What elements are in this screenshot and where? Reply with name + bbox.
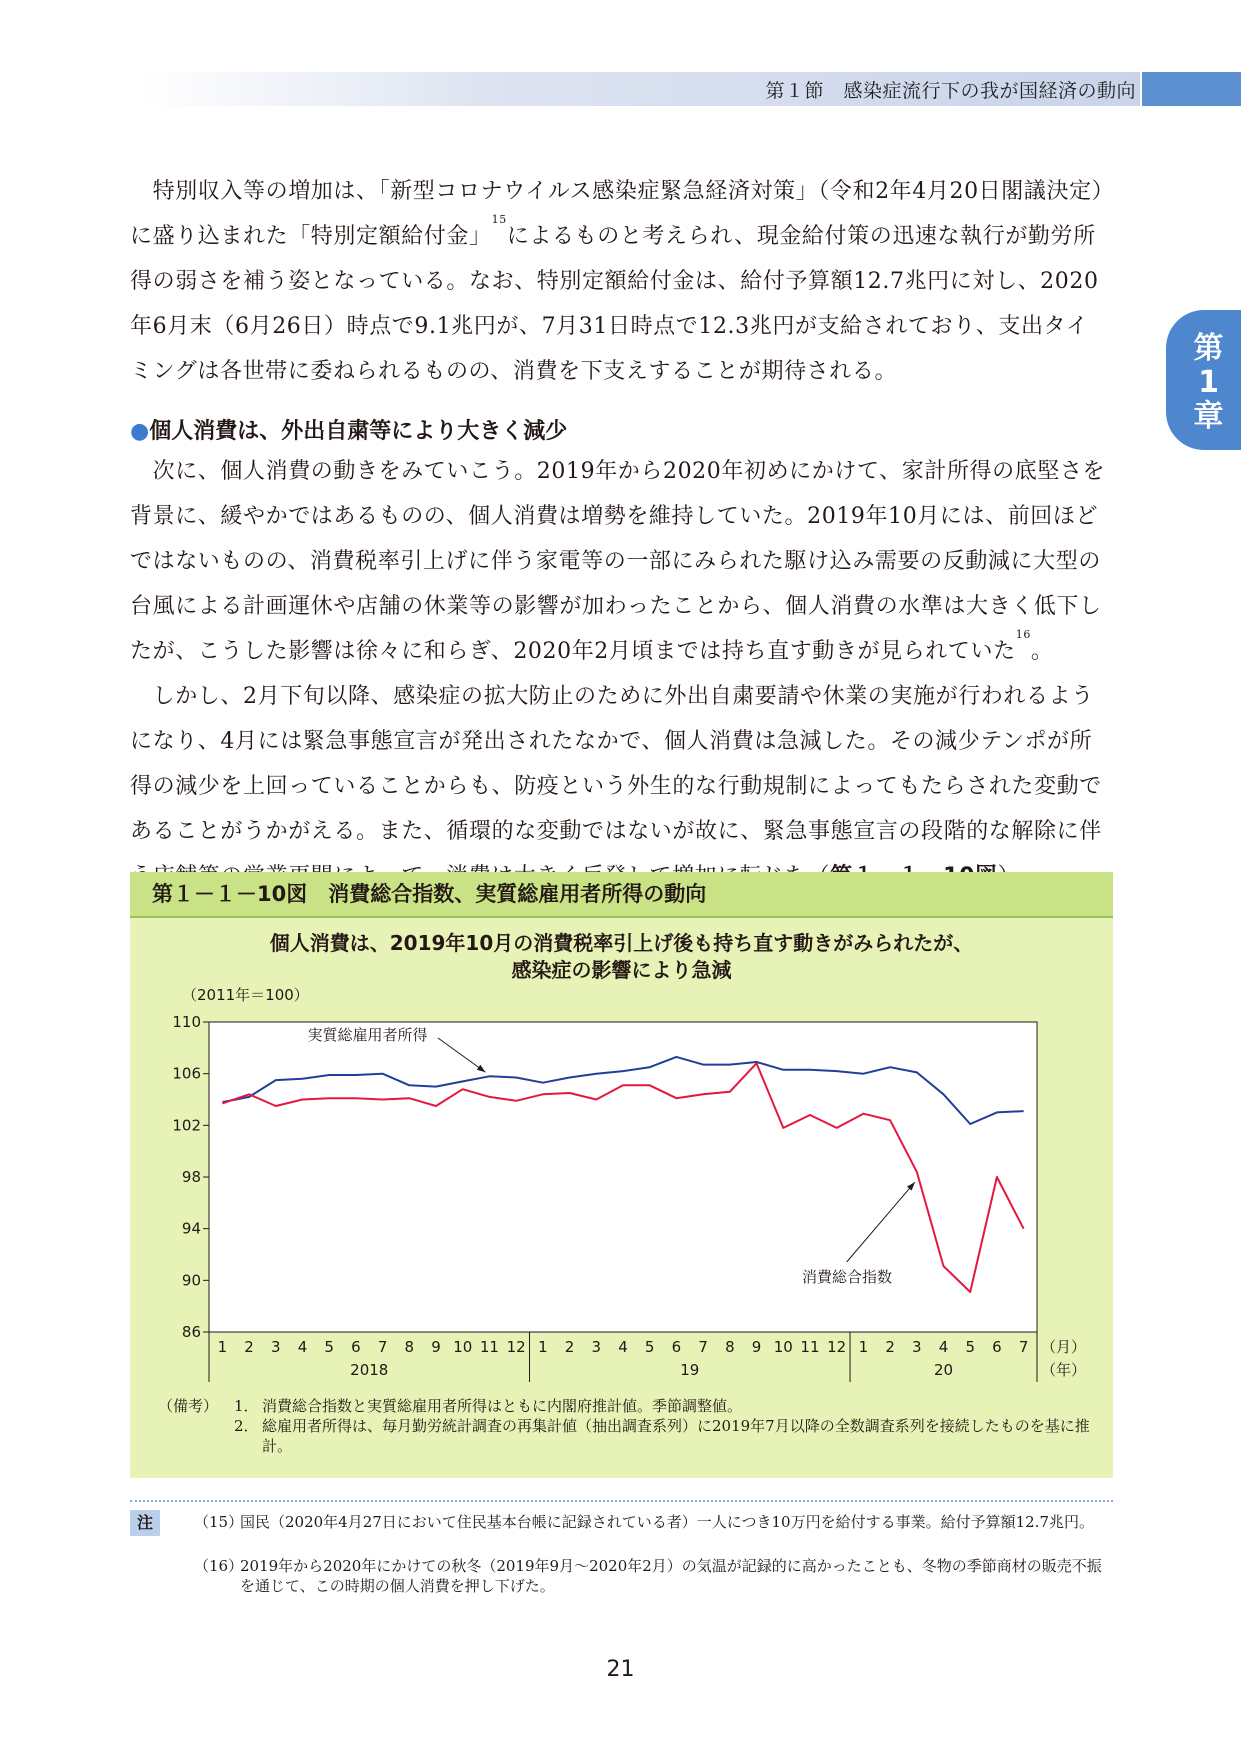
x-year-label: 19 — [680, 1361, 700, 1379]
x-month-label: 11 — [800, 1338, 820, 1356]
x-month-label: 1 — [858, 1338, 869, 1356]
x-month-label: 8 — [404, 1338, 415, 1356]
chapter-tab[interactable] — [1166, 310, 1241, 450]
x-month-label: 5 — [644, 1338, 655, 1356]
figure-subtitle-line-1: 個人消費は、2019年10月の消費税率引上げ後も持ち直す動きがみられたが、 — [269, 931, 974, 955]
x-month-label: 8 — [725, 1338, 735, 1356]
section-heading — [130, 414, 567, 445]
chapter-tab-char-3: 章 — [1193, 399, 1224, 434]
section-title: 第１節 感染症流行下の我が国経済の動向 — [765, 80, 1136, 102]
footnote-15 — [194, 1512, 1114, 1532]
figure-note-1 — [158, 1396, 1098, 1416]
x-month-label: 4 — [297, 1338, 308, 1356]
footnote-16 — [194, 1556, 1114, 1596]
x-month-label: 5 — [324, 1338, 334, 1356]
y-tick-label: 106 — [172, 1064, 201, 1083]
figure-note-2 — [158, 1416, 1098, 1456]
page-number: 21 — [606, 1657, 635, 1682]
x-month-label: 11 — [479, 1338, 499, 1356]
x-month-label: 2 — [244, 1338, 254, 1356]
annotation-consumption: 消費総合指数 — [801, 1268, 892, 1286]
x-month-label: 7 — [377, 1338, 388, 1356]
footnote-divider — [130, 1500, 1113, 1502]
x-month-label: 12 — [827, 1338, 847, 1356]
plot-area — [209, 1022, 1037, 1332]
note-num: 2． — [234, 1417, 259, 1435]
note-text: 消費総合指数と実質総雇用者所得はともに内閣府推計値。季節調整値。 — [262, 1397, 743, 1415]
x-month-label: 12 — [506, 1338, 526, 1356]
x-month-label: 6 — [992, 1338, 1002, 1356]
x-month-label: 6 — [351, 1338, 361, 1356]
x-month-label: 2 — [564, 1338, 575, 1356]
figure-box — [130, 872, 1113, 1478]
y-tick-label: 86 — [181, 1323, 201, 1341]
para2-text-b: 。 — [1030, 639, 1054, 664]
y-tick-label: 102 — [172, 1116, 201, 1135]
x-month-unit: （月） — [1041, 1338, 1087, 1356]
figure-title: 第１－１－10図 消費総合指数、実質総雇用者所得の動向 — [130, 872, 1113, 918]
y-tick-label: 94 — [181, 1219, 201, 1238]
x-month-label: 1 — [217, 1338, 228, 1356]
para1-text-a: 特別収入等の増加は、「新型コロナウイルス感染症緊急経済対策」（令和2年4月20日閣議決定）に盛り込まれた「特別定額給付金」 — [130, 179, 1104, 249]
footnote-num: （15） — [194, 1513, 244, 1531]
x-month-label: 4 — [618, 1338, 628, 1356]
footnote-text: 国民（2020年4月27日において住民基本台帳に記録されている者）一人につき10万円を給付する事業。給付予算額12.7兆円。 — [240, 1513, 1094, 1531]
x-month-label: 3 — [271, 1338, 281, 1356]
figure-subtitle-line-2: 感染症の影響により急減 — [511, 958, 732, 982]
x-year-label: 2018 — [350, 1361, 389, 1379]
x-month-label: 10 — [773, 1338, 793, 1356]
x-month-label: 6 — [671, 1338, 682, 1356]
para3-text-a: しかし、2月下旬以降、感染症の拡大防止のために外出自粛要請や休業の実施が行われるようになり、4月には緊急事態宣言が発出されたなかで、個人消費は急減した。その減少テンポが所得の減少を上回っていることからも、防疫という外生的な行動規制によってもたらされた変動であることがうかがえる。また、循環的な変動ではないが故に、緊急事態宣言の段階的な解除に伴 — [130, 684, 1102, 844]
footnote-ref-15[interactable]: 15 — [491, 213, 507, 226]
x-month-label: 1 — [538, 1338, 548, 1356]
paragraph-2 — [130, 449, 1110, 899]
footnote-label: 注 — [130, 1510, 160, 1536]
bullet-dot-icon: ● — [130, 419, 150, 444]
x-month-label: 7 — [1018, 1338, 1029, 1356]
footnote-num: （16） — [194, 1557, 244, 1575]
x-month-label: 10 — [453, 1338, 473, 1356]
x-month-label: 3 — [591, 1338, 602, 1356]
note-text: 総雇用者所得は、毎月勤労統計調査の再集計値（抽出調査系列）に2019年7月以降の全数調査系列を接続したものを基に推計。 — [262, 1417, 1090, 1455]
figure-notes — [158, 1396, 1098, 1456]
note-num: 1． — [234, 1397, 259, 1415]
x-month-label: 9 — [751, 1338, 762, 1356]
x-month-label: 2 — [885, 1338, 895, 1356]
line-chart — [130, 872, 1113, 1392]
chapter-tab-char-1: 第 — [1193, 331, 1224, 366]
x-month-label: 3 — [912, 1338, 922, 1356]
footnote-text: 2019年から2020年にかけての秋冬（2019年9月～2020年2月）の気温が記録的に高かったことも、冬物の季節商材の販売不振を通じて、この時期の個人消費を押し下げた。 — [240, 1557, 1102, 1595]
para1-text-b: によるものと考えられ、現金給付策の迅速な執行が勤労所得の弱さを補う姿となっている。なお、特別定額給付金は、給付予算額12.7兆円に対し、2020年6月末（6月26日）時点で9.1兆円が、7月31日時点で12.3兆円が支給されており、支出タイミングは各世帯に委ねられるものの、消費を下支えすることが期待される。 — [130, 224, 1099, 384]
x-month-label: 9 — [431, 1338, 441, 1356]
y-tick-label: 98 — [181, 1168, 201, 1186]
y-tick-label: 90 — [181, 1271, 201, 1290]
x-month-label: 4 — [938, 1338, 949, 1356]
section-heading-text: 個人消費は、外出自粛等により大きく減少 — [149, 419, 568, 444]
annotation-income: 実質総雇用者所得 — [307, 1026, 428, 1044]
paragraph-1 — [130, 169, 1110, 394]
y-tick-label: 110 — [172, 1013, 201, 1031]
notes-label: （備考） — [158, 1397, 219, 1415]
header-accent — [1142, 72, 1241, 106]
x-year-unit: （年） — [1041, 1361, 1087, 1379]
x-year-label: 20 — [933, 1361, 954, 1379]
para2-text-a: 次に、個人消費の動きをみていこう。2019年から2020年初めにかけて、家計所得の底堅さを背景に、緩やかではあるものの、個人消費は増勢を維持していた。2019年10月には、前回ほどではないものの、消費税率引上げに伴う家電等の一部にみられた駆け込み需要の反動減に大型の台風による計画運休や店舗の休業等の影響が加わったことから、個人消費の水準は大きく低下したが、こうした影響は徐々に和らぎ、2020年2月頃までは持ち直す動きが見られていた — [130, 459, 1106, 664]
x-month-label: 7 — [698, 1338, 708, 1356]
footnote-ref-16[interactable]: 16 — [1015, 628, 1031, 641]
y-unit-label: （2011年＝100） — [182, 986, 309, 1004]
chapter-tab-char-2: 1 — [1198, 365, 1219, 400]
x-month-label: 5 — [965, 1338, 975, 1356]
